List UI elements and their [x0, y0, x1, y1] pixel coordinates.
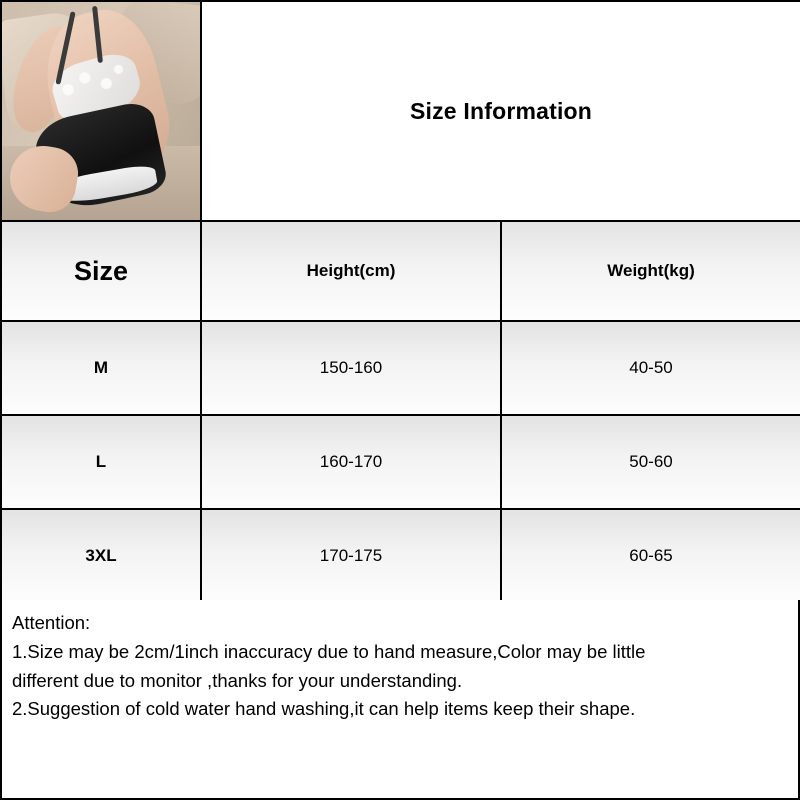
row-weight: [501, 321, 800, 415]
cell-size-value: L: [95, 452, 107, 471]
chart-title-cell: [201, 1, 800, 221]
table-row: [1, 415, 800, 509]
row-height: [201, 415, 501, 509]
cell-size-value: 3XL: [85, 546, 117, 565]
cell-height-value: 150-160: [319, 358, 383, 377]
header-size: [1, 221, 201, 321]
attention-line-3: 2.Suggestion of cold water hand washing,it can help items keep their shape.: [12, 697, 636, 719]
header-height-label: Height(cm): [306, 261, 396, 280]
attention-heading: Attention:: [12, 612, 91, 633]
attention-line-2: different due to monitor ,thanks for your understanding.: [12, 669, 463, 691]
row-height: [201, 321, 501, 415]
row-height: [201, 509, 501, 603]
attention-block: [0, 600, 800, 800]
row-size: [1, 509, 201, 603]
cell-weight-value: 60-65: [629, 546, 673, 565]
header-weight-label: Weight(kg): [607, 261, 695, 280]
table-header-row: [1, 221, 800, 321]
table-row: [1, 509, 800, 603]
row-weight: [501, 509, 800, 603]
row-size: [1, 415, 201, 509]
header-weight: [501, 221, 800, 321]
cell-height-value: 170-175: [319, 546, 383, 565]
table-row: [1, 321, 800, 415]
product-photo-cell: [1, 1, 201, 221]
attention-line-1: 1.Size may be 2cm/1inch inaccuracy due to hand measure,Color may be little: [12, 641, 646, 663]
cell-weight-value: 50-60: [629, 452, 673, 471]
title-row: [1, 1, 800, 221]
header-size-label: Size: [73, 255, 129, 286]
product-photo: [2, 2, 200, 220]
cell-size-value: M: [93, 358, 109, 377]
page-title: Size Information: [409, 97, 593, 124]
header-height: [201, 221, 501, 321]
cell-height-value: 160-170: [319, 452, 383, 471]
row-size: [1, 321, 201, 415]
row-weight: [501, 415, 800, 509]
cell-weight-value: 40-50: [629, 358, 673, 377]
